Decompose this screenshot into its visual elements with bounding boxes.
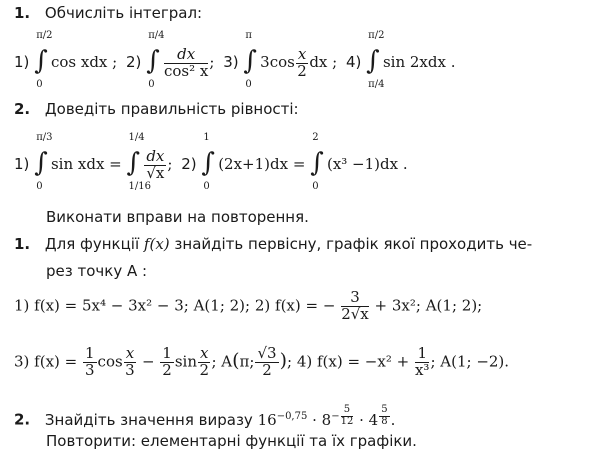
integral-body: (2x+1)dx = bbox=[218, 155, 306, 173]
integral-sign: ∫ 1 0 bbox=[201, 132, 215, 192]
problem-2: 2. Знайдіть значення виразу $16^{-0,75} \cdot 8^{- \frac{5}{12}}$ · 4 $^{\frac{5}{8}}$ . bbox=[14, 404, 396, 429]
equalities-row: 1) ∫ π/3 0 sin xdx = ∫ 1/4 1/16 $\frac{dx}{√x}$ ; 2) ∫ 1 0 (2x+1)dx = ∫ 2 0 (x³ −1)dx . bbox=[14, 132, 408, 192]
section-1-number: 1. bbox=[14, 4, 31, 22]
fraction: $\frac{dx}{√x}$ bbox=[146, 146, 165, 182]
integral-sign: ∫ 1/4 1/16 bbox=[126, 132, 151, 192]
problem-1-number: 1. bbox=[14, 235, 31, 253]
review-heading: Виконати вправи на повторення. bbox=[46, 208, 309, 226]
integral-body: sin xdx = bbox=[50, 155, 122, 173]
item-label: 1) bbox=[14, 53, 30, 71]
expression: $16^{-0,75} \cdot 8^{- \frac{5}{12}}$ · 4 $^{\frac{5}{8}}$ . bbox=[257, 404, 396, 429]
integral-sign: ∫ π/2 π/4 bbox=[366, 30, 385, 90]
integral-body: sin 2xdx . bbox=[382, 53, 456, 71]
problem-1: 1. Для функції f(x) знайдіть первісну, графік якої проходить че- bbox=[14, 235, 533, 253]
item-label: 4) bbox=[345, 53, 362, 71]
problem-1-line-2: рез точку A : bbox=[46, 262, 148, 280]
section-2-title: Доведіть правильність рівності: bbox=[44, 100, 299, 118]
integral-body: (x³ −1)dx . bbox=[326, 155, 408, 173]
item-label: 1) bbox=[14, 155, 30, 173]
section-2-number: 2. bbox=[14, 100, 31, 118]
integral-sign: ∫ π/3 0 bbox=[34, 132, 53, 192]
functions-row-1: 1) f(x) = 5x⁴ − 3x² − 3; A(1; 2); 2) f(x) = − $\frac{3}{2√x}$ + 3x²; A(1; 2); bbox=[14, 288, 483, 323]
item-label: 2) bbox=[181, 155, 197, 173]
item-label: 3) bbox=[223, 53, 239, 71]
section-1-heading bbox=[14, 4, 202, 22]
problem-2-number: 2. bbox=[14, 410, 31, 429]
fraction: $\frac{x}{2}$ bbox=[297, 44, 307, 80]
repeat-line: Повторити: елементарні функції та їх графіки. bbox=[46, 432, 417, 450]
section-2-heading bbox=[14, 100, 299, 118]
fraction: $\frac{dx}{\text{cos² x}}$ bbox=[163, 44, 209, 80]
integrals-row-1: 1) ∫ π/2 0 cos xdx ; 2) ∫ π/4 0 $\frac{dx}{\text{cos² x}}$ ; 3) ∫ π 0 3cos $\frac{x}{2}$ dx ; 4) ∫ π/2 π/4 sin 2xdx . bbox=[14, 30, 456, 90]
fraction: $\frac{3}{2√x}$ bbox=[341, 288, 369, 323]
integral-sign: ∫ π 0 bbox=[243, 30, 257, 90]
item-label: 2) bbox=[126, 53, 142, 71]
integral-sign: ∫ π/2 0 bbox=[34, 30, 53, 90]
integral-body: cos xdx ; bbox=[50, 53, 118, 71]
section-1-title: Обчисліть інтеграл: bbox=[44, 4, 203, 22]
functions-row-2: 3) f(x) = $\frac{1}{3}$ cos $\frac{x}{3}$ − $\frac{1}{2}$ sin $\frac{x}{2}$ ; A(π; $\frac{√3}{2}$ ); 4) f(x) = −x² + $\frac{1}{\text{x³}}$ ; A(1; −2). bbox=[14, 344, 510, 379]
integral-sign: ∫ π/4 0 bbox=[146, 30, 165, 90]
integral-sign: ∫ 2 0 bbox=[310, 132, 324, 192]
